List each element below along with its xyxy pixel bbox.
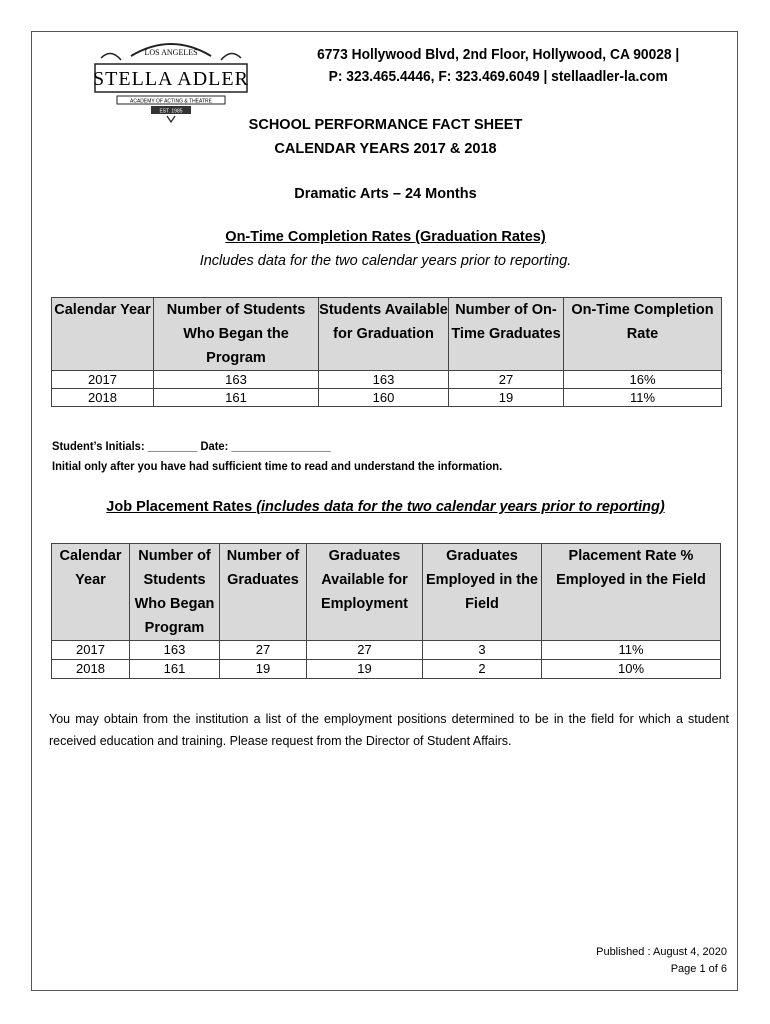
logo-top-text: LOS ANGELES xyxy=(144,48,198,57)
calendar-years-title: CALENDAR YEARS 2017 & 2018 xyxy=(274,141,497,157)
placement-header-row xyxy=(52,544,721,641)
table-cell: 27 xyxy=(220,641,307,660)
table-cell: 2 xyxy=(423,660,542,679)
placement-header-cell: Calendar Year xyxy=(52,544,130,641)
logo-tagline: ACADEMY OF ACTING & THEATRE xyxy=(130,98,212,105)
logo-name: STELLA ADLER xyxy=(93,68,249,90)
table-cell: 27 xyxy=(307,641,423,660)
initials-line: Student’s Initials: ________ Date: ________________ xyxy=(52,439,331,453)
publication-info xyxy=(596,944,727,978)
completion-header-cell: Calendar Year xyxy=(52,298,154,371)
placement-header-cell: Number of Students Who Began Program xyxy=(130,544,220,641)
placement-header-cell: Number of Graduates xyxy=(220,544,307,641)
table-row xyxy=(52,660,721,679)
table-cell: 163 xyxy=(130,641,220,660)
address-line-1: 6773 Hollywood Blvd, 2nd Floor, Hollywood, CA 90028 | xyxy=(317,46,680,63)
table-cell: 2017 xyxy=(52,641,130,660)
page-title: SCHOOL PERFORMANCE FACT SHEET xyxy=(248,117,523,133)
completion-header-cell: Students Available for Graduation xyxy=(319,298,449,371)
table-cell: 163 xyxy=(319,371,449,389)
page-number: Page 1 of 6 xyxy=(670,963,727,975)
completion-heading: On-Time Completion Rates (Graduation Rates) xyxy=(225,229,546,245)
table-cell: 11% xyxy=(542,641,721,660)
table-cell: 16% xyxy=(564,371,722,389)
table-cell: 2017 xyxy=(52,371,154,389)
placement-heading-text: Job Placement Rates xyxy=(106,499,257,515)
table-cell: 11% xyxy=(564,389,722,407)
table-cell: 2018 xyxy=(52,389,154,407)
program-title: Dramatic Arts – 24 Months xyxy=(294,186,477,202)
initials-instruction: Initial only after you have had sufficient time to read and understand the information. xyxy=(52,459,503,473)
document-page xyxy=(31,31,738,991)
table-cell: 19 xyxy=(220,660,307,679)
table-cell: 160 xyxy=(319,389,449,407)
placement-table xyxy=(51,543,721,679)
completion-header-cell: Number of On-Time Graduates xyxy=(449,298,564,371)
published-date: Published : August 4, 2020 xyxy=(596,946,727,958)
table-cell: 2018 xyxy=(52,660,130,679)
table-row xyxy=(52,389,722,407)
placement-heading xyxy=(32,499,739,515)
table-cell: 161 xyxy=(130,660,220,679)
table-cell: 3 xyxy=(423,641,542,660)
employment-positions-note: You may obtain from the institution a list of the employment positions determined to be in the field for which a student received education and training. Please request from the Director of Student Affairs. xyxy=(49,712,729,748)
table-cell: 27 xyxy=(449,371,564,389)
school-address xyxy=(282,44,714,88)
completion-subheading: Includes data for the two calendar years prior to reporting. xyxy=(199,253,572,269)
table-cell: 163 xyxy=(154,371,319,389)
completion-header-cell: On-Time Completion Rate xyxy=(564,298,722,371)
placement-header-cell: Placement Rate % Employed in the Field xyxy=(542,544,721,641)
completion-table xyxy=(51,297,722,407)
table-cell: 19 xyxy=(307,660,423,679)
table-row xyxy=(52,371,722,389)
placement-heading-italic: (includes data for the two calendar years prior to reporting) xyxy=(256,499,665,515)
table-cell: 19 xyxy=(449,389,564,407)
table-cell: 10% xyxy=(542,660,721,679)
table-cell: 161 xyxy=(154,389,319,407)
table-row xyxy=(52,641,721,660)
logo-est: EST. 1985 xyxy=(159,108,183,115)
address-line-2: P: 323.465.4446, F: 323.469.6049 | stellaadler-la.com xyxy=(328,68,668,85)
placement-header-cell: Graduates Employed in the Field xyxy=(423,544,542,641)
placement-header-cell: Graduates Available for Employment xyxy=(307,544,423,641)
completion-header-cell: Number of Students Who Began the Program xyxy=(154,298,319,371)
completion-header-row xyxy=(52,298,722,371)
